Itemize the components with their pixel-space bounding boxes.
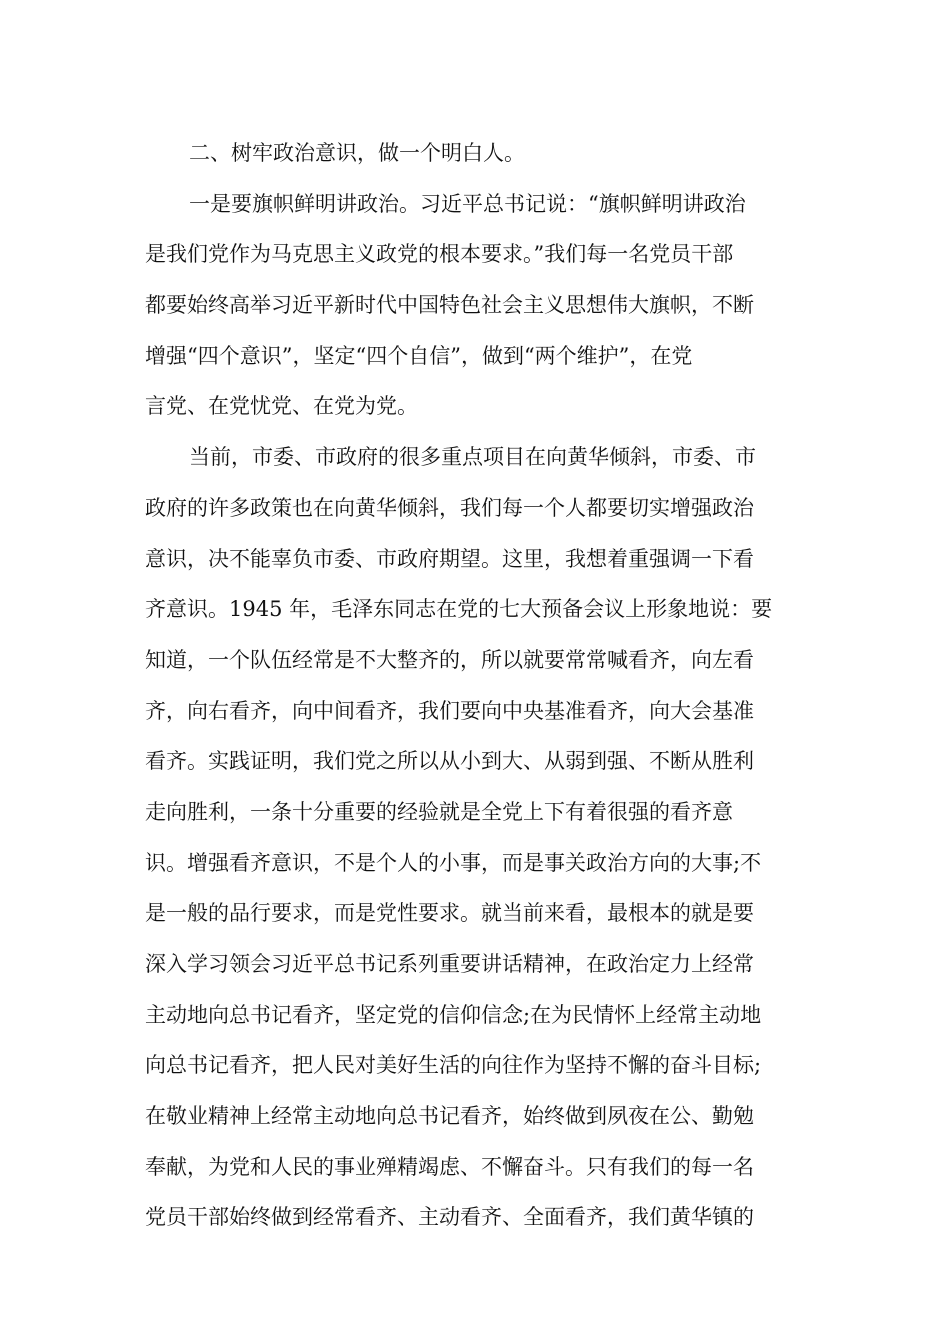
paragraph-line: 知道，一个队伍经常是不大整齐的，所以就要常常喊看齐，向左看 — [145, 647, 754, 672]
paragraph-line: 奉献，为党和人民的事业殚精竭虑、不懈奋斗。只有我们的每一名 — [145, 1154, 754, 1179]
paragraph-line: 政府的许多政策也在向黄华倾斜，我们每一个人都要切实增强政治 — [145, 495, 754, 520]
paragraph-line: 深入学习领会习近平总书记系列重要讲话精神，在政治定力上经常 — [145, 952, 754, 976]
paragraph-line: 齐，向右看齐，向中间看齐，我们要向中央基准看齐，向大会基准 — [145, 698, 754, 723]
section-heading: 二、树牢政治意识，做一个明白人。 — [189, 141, 525, 165]
document-body — [145, 128, 807, 1243]
paragraph-line: 在敬业精神上经常主动地向总书记看齐，始终做到夙夜在公、勤勉 — [145, 1104, 754, 1129]
paragraph-line: 言党、在党忧党、在党为党。 — [145, 394, 418, 419]
paragraph-line: 是一般的品行要求，而是党性要求。就当前来看，最根本的就是要 — [145, 901, 754, 926]
paragraph-line: 识。增强看齐意识，不是个人的小事，而是事关政治方向的大事;不 — [145, 850, 762, 875]
paragraph-line: 走向胜利，一条十分重要的经验就是全党上下有着很强的看齐意 — [145, 799, 733, 824]
paragraph-line: 向总书记看齐，把人民对美好生活的向往作为坚持不懈的奋斗目标; — [145, 1053, 762, 1078]
paragraph-line: 增强“四个意识”，坚定“四个自信”，做到“两个维护”，在党 — [145, 343, 693, 368]
paragraph-line: 都要始终高举习近平新时代中国特色社会主义思想伟大旗帜，不断 — [145, 293, 754, 318]
paragraph-line: 齐意识。1945 年，毛泽东同志在党的七大预备会议上形象地说：要 — [145, 597, 773, 622]
paragraph-line: 主动地向总书记看齐，坚定党的信仰信念;在为民情怀上经常主动地 — [145, 1002, 762, 1027]
paragraph-line: 意识，决不能辜负市委、市政府期望。这里，我想着重强调一下看 — [145, 546, 754, 571]
paragraph-line: 是我们党作为马克思主义政党的根本要求。”我们每一名党员干部 — [145, 242, 734, 267]
paragraph-line: 一是要旗帜鲜明讲政治。习近平总书记说：“旗帜鲜明讲政治 — [189, 191, 746, 216]
paragraph-line: 党员干部始终做到经常看齐、主动看齐、全面看齐，我们黄华镇的 — [145, 1205, 754, 1230]
paragraph-line: 看齐。实践证明，我们党之所以从小到大、从弱到强、不断从胜利 — [145, 749, 754, 774]
paragraph-line: 当前，市委、市政府的很多重点项目在向黄华倾斜，市委、市 — [189, 445, 756, 470]
